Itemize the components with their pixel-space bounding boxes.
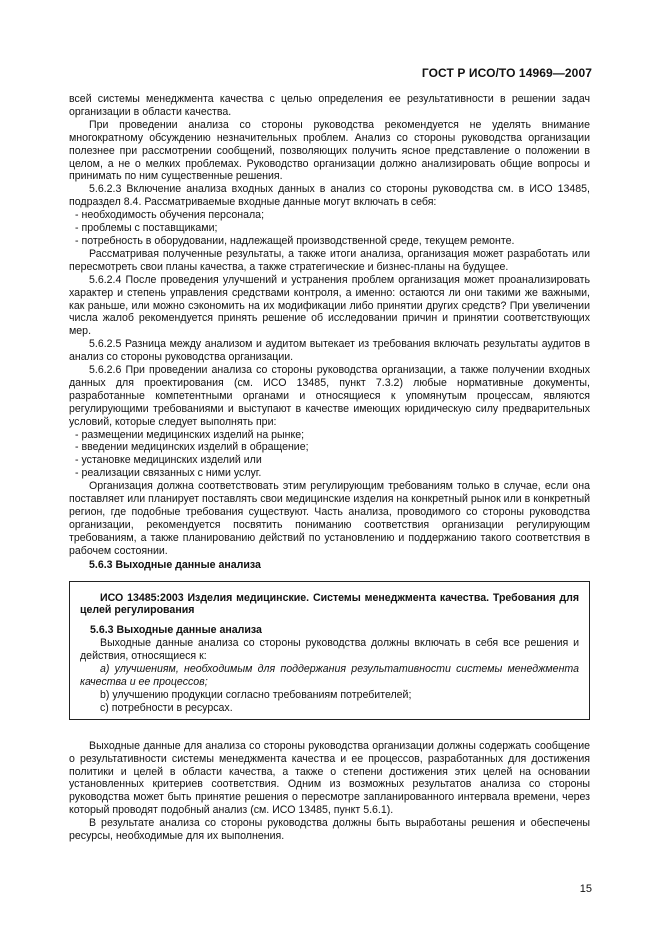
paragraph: 5.6.2.6 При проведении анализа со стороны руководства организации, а также получении входных данных для проектирования (см. ИСО 13485, пункт 7.3.2) любые нормативные документы, разработанные компетентными органами и относящиеся к упомянутым процессам, являются регулирующими требованиями и выступают в качестве имеющих юридическую силу предварительных условий, которые следует выполнять при: <box>69 364 590 428</box>
box-item-c: c) потребности в ресурсах. <box>100 701 233 714</box>
paragraph: Рассматривая полученные результаты, а также итоги анализа, организация может разработать или пересмотреть свои планы качества, а также стратегические и бизнес-планы на будущее. <box>69 247 590 273</box>
box-item-a: a) улучшениям, необходимым для поддержания результативности системы менеджмента качества и ее процессов; <box>80 663 579 688</box>
paragraph: 5.6.2.3 Включение анализа входных данных в анализ со стороны руководства см. в ИСО 13485, подраздел 8.4. Рассматриваемые входные данные могут включать в себя: <box>69 183 590 209</box>
paragraph: 5.6.2.5 Разница между анализом и аудитом вытекает из требования включать результаты аудитов в анализ со стороны руководства организации. <box>69 338 590 364</box>
box-intro: Выходные данные анализа со стороны руководства должны включать в себя все решения и действия, относящиеся к: <box>80 637 579 663</box>
list-item: - размещении медицинских изделий на рынке; <box>75 428 305 441</box>
paragraph: В результате анализа со стороны руководства должны быть выработаны решения и обеспечены ресурсы, необходимые для их выполнения. <box>69 817 590 843</box>
list-item: - потребность в оборудовании, надлежащей производственной среде, текущем ремонте. <box>75 234 515 247</box>
box-subtitle: 5.6.3 Выходные данные анализа <box>90 624 262 637</box>
paragraph: Выходные данные для анализа со стороны руководства организации должны содержать сообщение о результативности системы менеджмента качества и ее процессов, разработанных для достижения политики и целей в области качества, а также о степени достижения этих целей на основании установленных критериев соответствия. Одним из возможных результатов анализа со стороны руководства может быть принятие решения о пересмотре запланированного интервала времени, через который проводят подобный анализ (см. ИСО 13485, пункт 5.6.1). <box>69 739 590 817</box>
standard-quote-box <box>69 581 590 720</box>
paragraph: Организация должна соответствовать этим регулирующим требованиям только в случае, если она поставляет или планирует поставлять свои медицинские изделия на конкретный рынок или в конкретный регион, где подобные требования существуют. Часть анализа, проводимого со стороны руководства организации, рекомендуется посвятить пониманию соответствия организации регулирующим требованиям, а также планированию действий по установлению и поддержанию такого соответствия в рабочем состоянии. <box>69 480 590 557</box>
list-item: - реализации связанных с ними услуг. <box>75 467 262 480</box>
list-item: - проблемы с поставщиками; <box>75 222 218 235</box>
box-title: ИСО 13485:2003 Изделия медицинские. Системы менеджмента качества. Требования для целей регулирования <box>80 591 579 617</box>
page-number: 15 <box>579 883 592 895</box>
paragraph: 5.6.2.4 После проведения улучшений и устранения проблем организация может проанализировать характер и степень управления средствами контроля, а именно: остаются ли они такими же важными, как раньше, или можно сэкономить на их модификации либо принятии других средств? При увеличении числа жалоб рекомендуется принять решение об исследовании причин и принятии соответствующих мер. <box>69 273 590 338</box>
list-item: - установке медицинских изделий или <box>75 454 262 467</box>
paragraph: При проведении анализа со стороны руководства рекомендуется не уделять внимание многократному обсуждению незначительных проблем. Анализ со стороны руководства организации полезнее при рассмотрении сообщений, позволяющих получить ясное представление о положении в целом, а не о мелких проблемах. Руководство организации должно анализировать общие вопросы и принимать по ним существенные решения. <box>69 118 590 183</box>
paragraph: всей системы менеджмента качества с целью определения ее результативности в решении задач организации в области качества. <box>69 93 590 118</box>
list-item: - введении медицинских изделий в обращение; <box>75 441 309 454</box>
page-body <box>69 93 590 843</box>
list-item: - необходимость обучения персонала; <box>75 209 265 222</box>
document-header: ГОСТ Р ИСО/ТО 14969—2007 <box>421 66 592 80</box>
section-title: 5.6.3 Выходные данные анализа <box>89 558 261 571</box>
box-item-b: b) улучшению продукции согласно требованиям потребителей; <box>100 688 412 701</box>
